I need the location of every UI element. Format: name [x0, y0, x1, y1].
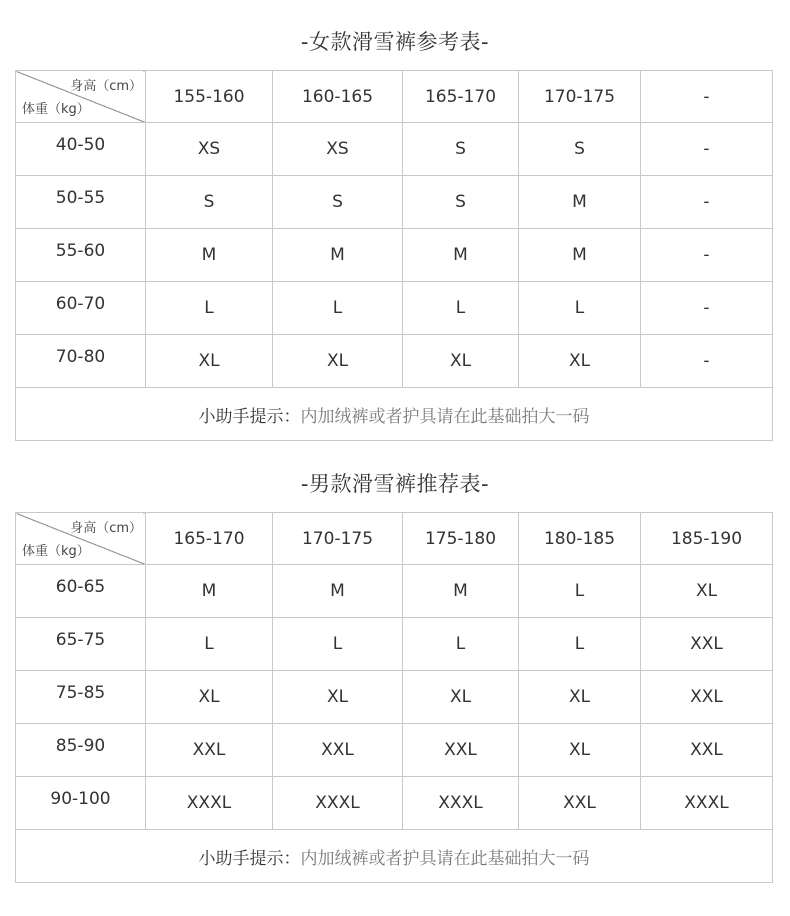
table-row	[16, 618, 773, 671]
weight-cell: 50-55	[16, 176, 146, 229]
size-cell: L	[146, 618, 273, 671]
height-column-header: 165-170	[403, 71, 519, 123]
size-cell: XXL	[641, 671, 773, 724]
weight-axis-label: 体重（kg）	[22, 102, 90, 117]
size-cell: -	[641, 282, 773, 335]
weight-cell: 85-90	[16, 724, 146, 777]
table-row	[16, 777, 773, 830]
tip-cell	[16, 830, 773, 883]
size-cell: XXL	[403, 724, 519, 777]
height-column-header: 180-185	[519, 513, 641, 565]
table-row	[16, 229, 773, 282]
height-column-header: 155-160	[146, 71, 273, 123]
size-cell: XL	[403, 671, 519, 724]
women-size-table	[15, 70, 773, 441]
size-cell: XS	[146, 123, 273, 176]
size-cell: M	[273, 565, 403, 618]
table-row	[16, 335, 773, 388]
size-cell: XXXL	[403, 777, 519, 830]
size-cell: L	[519, 282, 641, 335]
men-size-table	[15, 512, 773, 883]
size-cell: XL	[403, 335, 519, 388]
corner-cell	[16, 513, 146, 565]
size-cell: XXL	[273, 724, 403, 777]
size-cell: XXXL	[146, 777, 273, 830]
size-cell: -	[641, 335, 773, 388]
size-cell: XXL	[146, 724, 273, 777]
height-axis-label: 身高（cm）	[70, 521, 142, 536]
height-column-header: 165-170	[146, 513, 273, 565]
size-cell: S	[273, 176, 403, 229]
size-cell: XL	[519, 671, 641, 724]
tip-text: 内加绒裤或者护具请在此基础拍大一码	[300, 848, 590, 869]
size-cell: XL	[519, 335, 641, 388]
size-cell: XL	[146, 335, 273, 388]
height-column-header: 175-180	[403, 513, 519, 565]
size-cell: L	[403, 618, 519, 671]
weight-cell: 65-75	[16, 618, 146, 671]
weight-axis-label: 体重（kg）	[22, 544, 90, 559]
weight-cell: 60-65	[16, 565, 146, 618]
table-row	[16, 565, 773, 618]
weight-cell: 70-80	[16, 335, 146, 388]
size-cell: L	[273, 282, 403, 335]
size-cell: M	[403, 565, 519, 618]
corner-cell	[16, 71, 146, 123]
table-row	[16, 671, 773, 724]
size-cell: M	[146, 229, 273, 282]
tip-cell	[16, 388, 773, 441]
table-row	[16, 123, 773, 176]
women-table-title: -女款滑雪裤参考表-	[300, 30, 490, 54]
men-table-title: -男款滑雪裤推荐表-	[300, 472, 490, 496]
table-row	[16, 176, 773, 229]
header-row	[16, 513, 773, 565]
size-cell: XL	[273, 671, 403, 724]
tip-row	[16, 388, 773, 441]
size-cell: XL	[146, 671, 273, 724]
height-column-header: 170-175	[519, 71, 641, 123]
size-cell: XL	[519, 724, 641, 777]
size-cell: M	[519, 176, 641, 229]
size-cell: -	[641, 176, 773, 229]
size-cell: -	[641, 229, 773, 282]
size-cell: S	[403, 176, 519, 229]
height-column-header: -	[641, 71, 773, 123]
table-row	[16, 724, 773, 777]
tip-text: 内加绒裤或者护具请在此基础拍大一码	[300, 406, 590, 427]
size-cell: L	[146, 282, 273, 335]
size-cell: XXL	[641, 724, 773, 777]
height-column-header: 160-165	[273, 71, 403, 123]
height-column-header: 185-190	[641, 513, 773, 565]
size-cell: M	[146, 565, 273, 618]
weight-cell: 75-85	[16, 671, 146, 724]
size-cell: M	[403, 229, 519, 282]
size-cell: XS	[273, 123, 403, 176]
size-cell: L	[519, 618, 641, 671]
size-cell: XXXL	[641, 777, 773, 830]
tip-label: 小助手提示：	[198, 406, 301, 427]
size-cell: L	[273, 618, 403, 671]
header-row	[16, 71, 773, 123]
size-cell: XL	[273, 335, 403, 388]
weight-cell: 60-70	[16, 282, 146, 335]
tip-row	[16, 830, 773, 883]
size-cell: XL	[641, 565, 773, 618]
weight-cell: 90-100	[16, 777, 146, 830]
size-cell: XXL	[519, 777, 641, 830]
weight-cell: 40-50	[16, 123, 146, 176]
size-cell: S	[403, 123, 519, 176]
size-cell: S	[146, 176, 273, 229]
tip-label: 小助手提示：	[198, 848, 301, 869]
size-cell: XXL	[641, 618, 773, 671]
size-cell: M	[273, 229, 403, 282]
table-row	[16, 282, 773, 335]
size-cell: S	[519, 123, 641, 176]
size-cell: M	[519, 229, 641, 282]
height-axis-label: 身高（cm）	[70, 79, 142, 94]
size-cell: L	[519, 565, 641, 618]
size-cell: XXXL	[273, 777, 403, 830]
size-cell: -	[641, 123, 773, 176]
size-cell: L	[403, 282, 519, 335]
weight-cell: 55-60	[16, 229, 146, 282]
height-column-header: 170-175	[273, 513, 403, 565]
